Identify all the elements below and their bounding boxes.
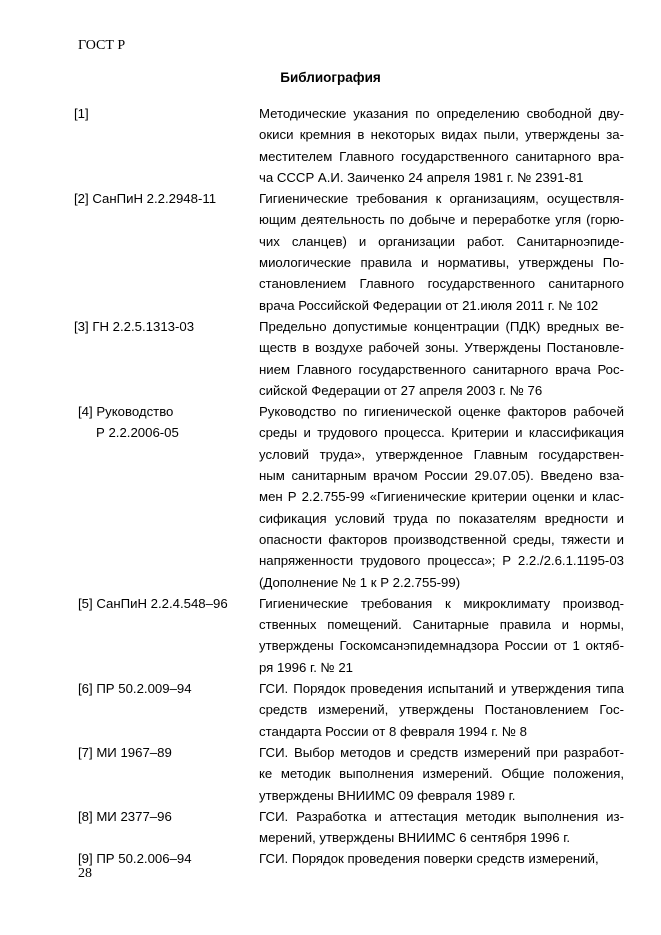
description-line: ГСИ. Разработка и аттестация методик выполнения из- — [259, 808, 624, 824]
reference-label — [74, 848, 259, 869]
bibliography-entry — [74, 678, 624, 742]
description-line: условий труда», утвержденное Главным государствен- — [259, 446, 624, 462]
description-line: средств измерений, утверждены Постановлением Гос- — [259, 702, 624, 718]
reference-label-line: [6] ПР 50.2.009–94 — [78, 681, 192, 697]
reference-description — [259, 401, 624, 593]
description-line: ГСИ. Порядок проведения поверки средств измерений, — [259, 851, 599, 867]
bibliography-entry — [74, 742, 624, 806]
reference-label — [74, 316, 259, 401]
description-line: врача Российской Федерации от 21.июля 2011 г. № 102 — [259, 297, 599, 313]
reference-label — [74, 188, 259, 316]
description-line: ГСИ. Выбор методов и средств измерений при разработ- — [259, 744, 624, 760]
description-line: Предельно допустимые концентрации (ПДК) вредных ве- — [259, 318, 624, 334]
reference-label — [74, 742, 259, 806]
description-line: нием Главного государственного санитарного врача Рос- — [259, 361, 624, 377]
bibliography-entry — [74, 188, 624, 316]
reference-label-line: [2] СанПиН 2.2.2948-11 — [74, 191, 217, 207]
reference-label-line: [5] СанПиН 2.2.4.548–96 — [78, 595, 228, 611]
reference-label-line: [7] МИ 1967–89 — [78, 744, 172, 760]
bibliography-title: Библиография — [280, 70, 381, 85]
description-line: утверждены Госкомсанэпидемнадзора России от 1 октяб- — [259, 638, 624, 654]
reference-label — [74, 103, 259, 188]
description-line: Гигиенические требования к организациям, осуществля- — [259, 191, 624, 207]
description-line: ственных помещений. Санитарные правила и нормы, — [259, 617, 624, 633]
description-line: среды и трудового процесса. Критерии и классификация — [259, 425, 624, 441]
reference-label-line: [9] ПР 50.2.006–94 — [78, 851, 192, 867]
reference-label-line: [8] МИ 2377–96 — [78, 808, 172, 824]
bibliography-entry — [74, 806, 624, 849]
description-line: становлением Главного государственного санитарного — [259, 276, 624, 292]
reference-description — [259, 848, 624, 869]
document-header: ГОСТ Р — [78, 38, 126, 53]
bibliography-entry — [74, 316, 624, 401]
reference-description — [259, 806, 624, 849]
reference-label-line: [3] ГН 2.2.5.1313-03 — [74, 318, 195, 334]
reference-description — [259, 188, 624, 316]
bibliography-entry — [74, 103, 624, 188]
description-line: Руководство по гигиенической оценке факторов рабочей — [259, 404, 624, 420]
description-line: ГСИ. Порядок проведения испытаний и утверждения типа — [259, 681, 624, 697]
bibliography-list — [74, 103, 624, 870]
description-line: Методические указания по определению свободной дву- — [259, 106, 624, 121]
description-line: ществ в воздухе рабочей зоны. Утверждены Постановле- — [259, 340, 624, 356]
reference-description — [259, 742, 624, 806]
reference-label-line: [4] Руководство — [78, 404, 174, 420]
description-line: ке методик выполнения измерений. Общие положения, — [259, 766, 624, 782]
bibliography-entry — [74, 593, 624, 678]
description-line: стандарта России от 8 февраля 1994 г. № 8 — [259, 723, 527, 739]
reference-label-line: [1] — [74, 106, 89, 121]
description-line: мерений, утверждены ВНИИМС 6 сентября 1996 г. — [259, 830, 571, 846]
reference-label — [74, 401, 259, 593]
reference-description — [259, 678, 624, 742]
description-line: Гигиенические требования к микроклимату производ- — [259, 595, 624, 611]
description-line: опасности факторов производственной среды, тяжести и — [259, 531, 624, 547]
reference-label-line: Р 2.2.2006-05 — [96, 425, 179, 441]
description-line: местителем Главного государственного санитарного вра- — [259, 148, 624, 164]
description-line: (Дополнение № 1 к Р 2.2.755-99) — [259, 574, 461, 590]
reference-label — [74, 806, 259, 849]
reference-description — [259, 316, 624, 401]
description-line: окиси кремния в некоторых видах пыли, утверждены за- — [259, 127, 624, 143]
reference-description — [259, 593, 624, 678]
description-line: ющим деятельность по добыче и переработке угля (горю- — [259, 212, 624, 228]
description-line: мен Р 2.2.755-99 «Гигиенические критерии оценки и клас- — [259, 489, 624, 505]
description-line: утверждены ВНИИМС 09 февраля 1989 г. — [259, 787, 516, 803]
description-line: ча СССР А.И. Заиченко 24 апреля 1981 г. № 2391-81 — [259, 169, 584, 185]
description-line: сийской Федерации от 27 апреля 2003 г. № 76 — [259, 382, 543, 398]
description-line: сификация условий труда по показателям вредности и — [259, 510, 624, 526]
bibliography-entry — [74, 848, 624, 869]
description-line: напряженности трудового процесса»; Р 2.2./2.6.1.1195-03 — [259, 553, 624, 569]
description-line: миологические правила и нормативы, утверждены По- — [259, 255, 624, 271]
description-line: чих сланцев) и организации работ. Санитарноэпиде- — [259, 233, 624, 249]
page-number: 28 — [78, 866, 92, 881]
reference-description — [259, 103, 624, 188]
reference-label — [74, 593, 259, 678]
reference-label — [74, 678, 259, 742]
description-line: ря 1996 г. № 21 — [259, 659, 353, 675]
bibliography-entry — [74, 401, 624, 593]
description-line: ным санитарным врачом России 29.07.05). Введено вза- — [259, 468, 624, 484]
